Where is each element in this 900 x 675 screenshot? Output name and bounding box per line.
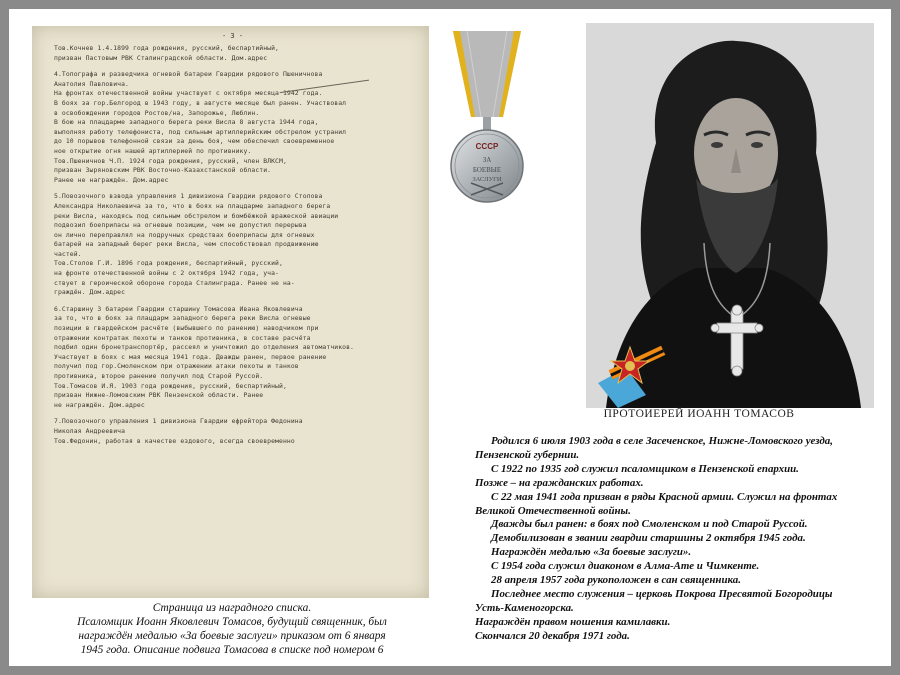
biography-line: Дважды был ранен: в боях под Смоленском и под Старой Руссой. bbox=[491, 518, 808, 531]
document-line: В боях за гор.Белгород в 1943 году, в августе месяце был ранен. Участвовал bbox=[54, 98, 347, 107]
biography-line: Позже – на гражданских работах. bbox=[475, 476, 644, 489]
document-line: частей. bbox=[54, 249, 82, 258]
caption-line: Псаломщик Иоанн Яковлевич Томасов, будущий священник, был bbox=[77, 616, 387, 628]
document-line: Александра Николаевича за то, что в боях на плацдарме западного берега bbox=[54, 201, 331, 210]
document-line: до 10 порывов телефонной связи за день боя, чем обеспечил своевременное bbox=[54, 137, 335, 146]
document-line: В бою на плацдарме западного берега реки Висла 8 августа 1944 года, bbox=[54, 118, 319, 127]
document-line: призван Зыряновским РВК Восточно-Казахстанской области. bbox=[54, 166, 272, 175]
medal-text-line2: ЗАСЛУГИ bbox=[472, 176, 502, 183]
document-line: призван Нижне-Ломовским РВК Пензенской области. Ранее bbox=[54, 391, 264, 400]
document-line: подбил один бронетранспортёр, рассеял и уничтожил до отделения автоматчиков. bbox=[54, 343, 355, 352]
document-line: 4.Топографа и разведчика огневой батареи Гвардии рядового Пшеничнова bbox=[54, 70, 323, 79]
memorial-board bbox=[9, 9, 891, 666]
document-line: 7.Повозочного управления 1 дивизиона Гвардии ефрейтора Федонина bbox=[54, 417, 303, 426]
document-caption bbox=[17, 601, 447, 657]
document-line: Тов.Кочнев 1.4.1899 года рождения, русский, беспартийный, bbox=[54, 44, 280, 52]
document-line: Ранее не награждён. Дом.адрес bbox=[54, 175, 169, 184]
document-line: получил под гор.Смоленском при отражении атаки пехоты и танков bbox=[54, 362, 299, 371]
medal-for-military-merit bbox=[437, 21, 537, 221]
document-line: Анатолия Павловича. bbox=[54, 79, 130, 88]
biography-line: С 1954 года служил диаконом в Алма-Ате и Чимкенте. bbox=[491, 560, 760, 573]
document-line: на фронте отечественной войны с 2 октября 1942 года, уча- bbox=[54, 269, 280, 278]
portrait-title: ПРОТОИЕРЕЙ ИОАНН ТОМАСОВ bbox=[603, 408, 795, 420]
document-line: батарей на западный берег реки Висла, чем способствовал продвижению bbox=[54, 240, 319, 249]
biography-line: Скончался 20 декабря 1971 года. bbox=[475, 629, 630, 642]
award-list-document bbox=[32, 26, 429, 598]
document-line: Николая Андреевича bbox=[54, 426, 126, 435]
caption-line: награждён медалью «За боевые заслуги» приказом от 6 января bbox=[78, 630, 386, 642]
biography-text bbox=[475, 435, 887, 644]
document-line: Участвует в боях с мая месяца 1941 года. Дважды ранен, первое ранение bbox=[54, 352, 327, 361]
document-line: ное открытие огня нашей артиллерией по противнику. bbox=[54, 146, 252, 155]
biography-line: 28 апреля 1957 года рукоположен в сан священника. bbox=[491, 574, 741, 587]
priest-portrait-photo bbox=[586, 23, 874, 408]
document-line: ствует в героической обороне города Сталинграда. Ранее не на- bbox=[54, 278, 295, 287]
caption-line: 1945 года. Описание подвига Томасова в списке под номером 6 bbox=[80, 644, 384, 656]
document-line: позиции в гвардейском расчёте (выбывшего по ранению) наводчиком при bbox=[54, 324, 319, 333]
document-line: Тов.Федонин, работая в качестве ездового, всегда своевременно bbox=[54, 436, 295, 445]
document-line: граждён. Дом.адрес bbox=[54, 288, 126, 297]
document-line: призван Пастовым РВК Сталинградской области. Дом.адрес bbox=[54, 53, 268, 62]
biography-line: Великой Отечественной войны. bbox=[475, 504, 631, 517]
document-line: отражении контратак пехоты и танков противника, в составе расчёта bbox=[54, 333, 311, 342]
document-line: реки Висла, находясь под сильным обстрелом и бомбёжкой вражеской авиации bbox=[54, 211, 339, 220]
document-page-number: - 3 - bbox=[222, 32, 244, 40]
document-text bbox=[54, 44, 411, 446]
biography-line: С 1922 по 1935 год служил псаломщиком в Пензенской епархии. bbox=[491, 462, 799, 475]
document-line: противника, второе ранение получил под Старой Руссой. bbox=[54, 372, 264, 380]
biography-line: Награждён медалью «За боевые заслуги». bbox=[491, 546, 692, 559]
document-line: он лично переправлял на подручных средствах боеприпасы для огневых bbox=[54, 230, 315, 239]
document-line: за то, что в боях за плацдарм западного берега реки Висла огневые bbox=[54, 314, 311, 323]
document-line: На фронтах отечественной войны участвует с октября месяца 1942 года. bbox=[54, 89, 323, 98]
document-line: выполняя работу телефониста, под сильным артиллерийским обстрелом устранил bbox=[54, 127, 347, 136]
biography-line: Демобилизован в звании гвардии старшины 2 октября 1945 года. bbox=[491, 532, 806, 545]
document-line: не награждён. Дом.адрес bbox=[54, 400, 145, 409]
biography-line: Последнее место служения – церковь Покрова Пресвятой Богородицы bbox=[491, 587, 833, 600]
caption-line: Страница из наградного списка. bbox=[152, 602, 312, 614]
biography-line: С 22 мая 1941 года призван в ряды Красной армии. Служил на фронтах bbox=[491, 490, 838, 503]
biography-line: Родился 6 июля 1903 года в селе Засеченское, Нижне-Ломовского уезда, bbox=[491, 435, 833, 447]
document-line bbox=[54, 410, 411, 417]
medal-text-middle: ЗА bbox=[482, 156, 492, 164]
document-line: Тов.Пшеничнов Ч.П. 1924 года рождения, русский, член ВЛКСМ, bbox=[54, 156, 287, 165]
biography-line: Усть-Каменогорска. bbox=[475, 601, 574, 614]
biography-line: Награждён правом ношения камилавки. bbox=[475, 615, 671, 628]
document-line: в освобождении городов Ростов/на, Запорожье, Люблин. bbox=[54, 108, 260, 117]
document-line: 5.Повозочного взвода управления 1 дивизиона Гвардии рядового Столова bbox=[54, 192, 323, 201]
medal-text-top: СССР bbox=[475, 142, 499, 151]
document-line: 6.Старшину 3 батареи Гвардии старшину Томасова Ивана Яковлевича bbox=[54, 304, 303, 313]
medal-text-line1: БОЕВЫЕ bbox=[472, 166, 502, 174]
document-line: подвозил боеприпасы на огневые позиции, чем не допустил перерыва bbox=[54, 221, 307, 230]
document-line: Тов.Томасов И.Я. 1903 года рождения, русский, беспартийный, bbox=[54, 381, 287, 390]
document-line bbox=[54, 298, 411, 305]
biography-line: Пензенской губернии. bbox=[475, 448, 580, 461]
document-line: Тов.Столов Г.И. 1896 года рождения, беспартийный, русский, bbox=[54, 259, 283, 268]
document-line bbox=[54, 185, 411, 192]
